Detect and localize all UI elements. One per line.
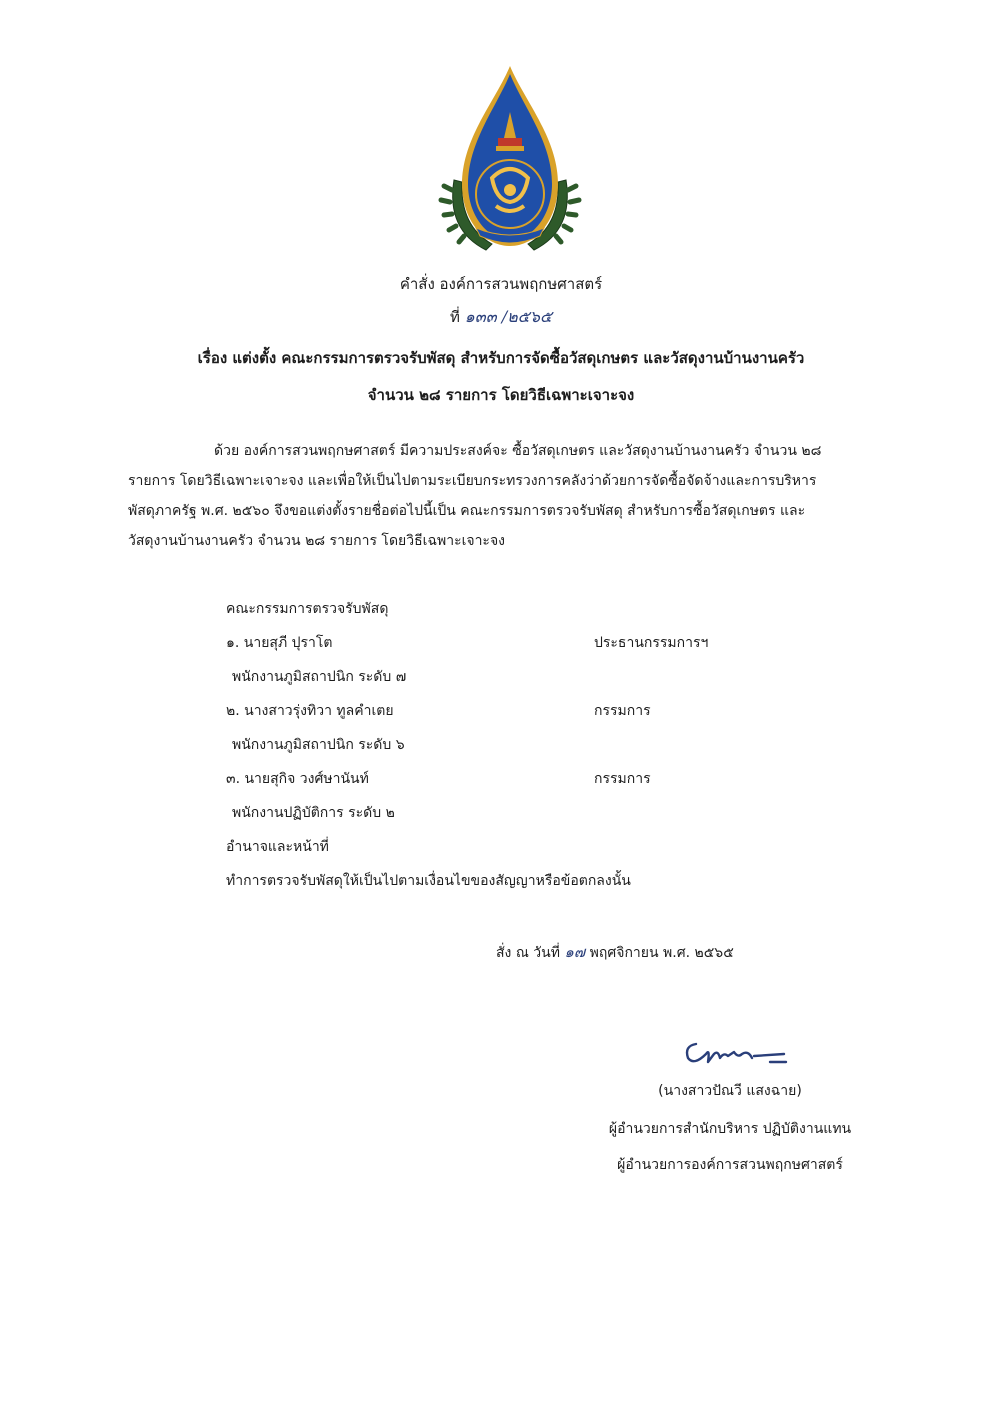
body-line: วัสดุงานบ้านงานครัว จำนวน ๒๘ รายการ โดยวิธีเฉพาะเจาะจง — [128, 533, 505, 549]
signer-title-2: ผู้อำนวยการองค์การสวนพฤกษศาสตร์ — [617, 1157, 843, 1173]
date-rest: พฤศจิกายน พ.ศ. ๒๕๖๕ — [589, 945, 734, 961]
date-prefix: สั่ง ณ วันที่ — [496, 945, 560, 961]
duty-text: ทำการตรวจรับพัสดุให้เป็นไปตามเงื่อนไขของสัญญาหรือข้อตกลงนั้น — [226, 873, 631, 889]
subject-line-2: จำนวน ๒๘ รายการ โดยวิธีเฉพาะเจาะจง — [367, 386, 635, 404]
date-day: ๑๗ — [564, 943, 586, 961]
member-1-position: พนักงานภูมิสถาปนิก ระดับ ๗ — [232, 669, 407, 685]
body-line: รายการ โดยวิธีเฉพาะเจาะจง และเพื่อให้เป็นไปตามระเบียบกระทรวงการคลังว่าด้วยการจัดซื้อจัดจ้างและการบริหาร — [128, 473, 817, 489]
member-1-name: ๑. นายสุภี ปุราโต — [226, 635, 333, 651]
organization-logo — [436, 60, 584, 260]
member-3-position: พนักงานปฏิบัติการ ระดับ ๒ — [232, 805, 395, 821]
signer-name: (นางสาวปัณวี แสงฉาย) — [658, 1083, 802, 1099]
order-date — [496, 940, 734, 964]
body-line: พัสดุภาครัฐ พ.ศ. ๒๕๖๐ จึงขอแต่งตั้งรายชื่อต่อไปนี้เป็น คณะกรรมการตรวจรับพัสดุ สำหรับการซื้อวัสดุเกษตร และ — [128, 503, 806, 519]
handwritten-signature-icon — [682, 1032, 792, 1072]
body-line: ด้วย องค์การสวนพฤกษศาสตร์ มีความประสงค์จะ ซื้อวัสดุเกษตร และวัสดุงานบ้านงานครัว จำนวน ๒๘ — [214, 443, 822, 459]
member-2-position: พนักงานภูมิสถาปนิก ระดับ ๖ — [232, 737, 405, 753]
committee-heading: คณะกรรมการตรวจรับพัสดุ — [226, 601, 389, 617]
member-1-role: ประธานกรรมการฯ — [594, 635, 709, 651]
order-number-prefix: ที่ — [449, 308, 460, 326]
member-3-name: ๓. นายสุกิจ วงศ์ษานันท์ — [226, 771, 369, 787]
order-title: คำสั่ง องค์การสวนพฤกษศาสตร์ — [399, 275, 603, 293]
order-number-value: ๑๓๓ /๒๕๖๕ — [464, 307, 553, 326]
member-2-role: กรรมการ — [594, 703, 651, 719]
organization-seal-icon — [436, 60, 584, 260]
member-3-role: กรรมการ — [594, 771, 651, 787]
order-number — [0, 305, 1002, 330]
duty-heading: อำนาจและหน้าที่ — [226, 839, 329, 855]
signature — [682, 1032, 792, 1072]
body-paragraph — [128, 436, 934, 556]
signer-title-1: ผู้อำนวยการสำนักบริหาร ปฏิบัติงานแทน — [608, 1121, 852, 1137]
member-2-name: ๒. นางสาวรุ่งทิวา ทูลคำเตย — [226, 703, 394, 719]
subject-line-1: เรื่อง แต่งตั้ง คณะกรรมการตรวจรับพัสดุ สำหรับการจัดซื้อวัสดุเกษตร และวัสดุงานบ้านงานครัว — [197, 349, 805, 367]
